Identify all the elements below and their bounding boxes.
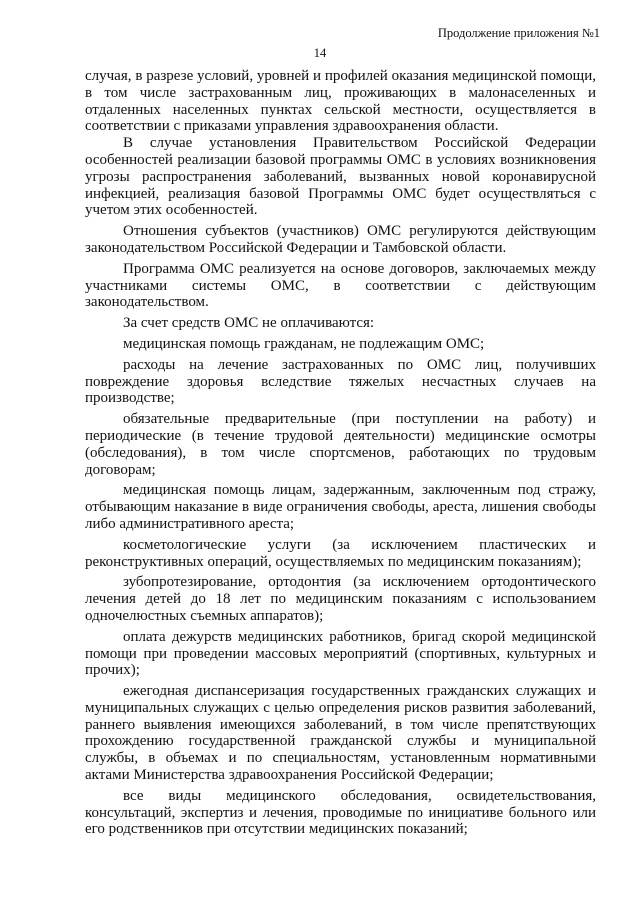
list-item: расходы на лечение застрахованных по ОМС лиц, получивших повреждение здоровья вследствие тяжелых несчастных случаев на производстве; xyxy=(85,356,596,407)
list-item: оплата дежурств медицинских работников, бригад скорой медицинской помощи при проведении массовых мероприятий (спортивных, культурных и прочих); xyxy=(85,628,596,679)
paragraph: В случае установления Правительством Российской Федерации особенностей реализации базовой программы ОМС в условиях возникновения угрозы распространения заболеваний, вызванных новой коронавирусной инфекцией, реализация базовой Программы ОМС будет осуществляться с учетом этих особенностей. xyxy=(85,135,596,219)
document-body xyxy=(85,68,596,838)
list-item: медицинская помощь лицам, задержанным, заключенным под стражу, отбывающим наказание в виде ограничения свободы, ареста, лишения свободы либо административного ареста; xyxy=(85,482,596,532)
list-item: зубопротезирование, ортодонтия (за исключением ортодонтического лечения детей до 18 лет по медицинским показаниям с использованием одночелюстных съемных аппаратов); xyxy=(85,574,596,624)
paragraph: Программа ОМС реализуется на основе договоров, заключаемых между участниками системы ОМС, в соответствии с действующим законодательством. xyxy=(85,260,596,311)
page-number: 14 xyxy=(313,46,327,60)
paragraph: За счет средств ОМС не оплачиваются: xyxy=(123,315,375,332)
list-item: ежегодная диспансеризация государственных гражданских служащих и муниципальных служащих с целью определения рисков развития заболеваний, раннего выявления имеющихся заболеваний, в том числе препятствующих прохождению государственной гражданской службы и муниципальной службы, в объемах и по специальностям, установленным нормативными актами Министерства здравоохранения Российской Федерации; xyxy=(85,683,596,784)
list-item: все виды медицинского обследования, освидетельствования, консультаций, экспертиз и лечения, проводимые по инициативе больного или его родственников при отсутствии медицинских показаний; xyxy=(85,787,596,838)
paragraph: Отношения субъектов (участников) ОМС регулируются действующим законодательством Российской Федерации и Тамбовской области. xyxy=(85,223,596,256)
annex-continuation-note: Продолжение приложения №1 xyxy=(437,26,600,40)
list-item: медицинская помощь гражданам, не подлежащим ОМС; xyxy=(123,335,485,352)
paragraph: случая, в разрезе условий, уровней и профилей оказания медицинской помощи, в том числе застрахованным лиц, проживающих в малонаселенных и отдаленных населенных пунктах сельской местности, осуществляется в соответствии с приказами управления здравоохранения области. xyxy=(85,68,596,135)
list-item: обязательные предварительные (при поступлении на работу) и периодические (в течение трудовой деятельности) медицинские осмотры (обследования), в том числе спортсменов, работающих по трудовым договорам; xyxy=(85,411,596,478)
list-item: косметологические услуги (за исключением пластических и реконструктивных операций, осуществляемых по медицинским показаниям); xyxy=(85,536,596,570)
